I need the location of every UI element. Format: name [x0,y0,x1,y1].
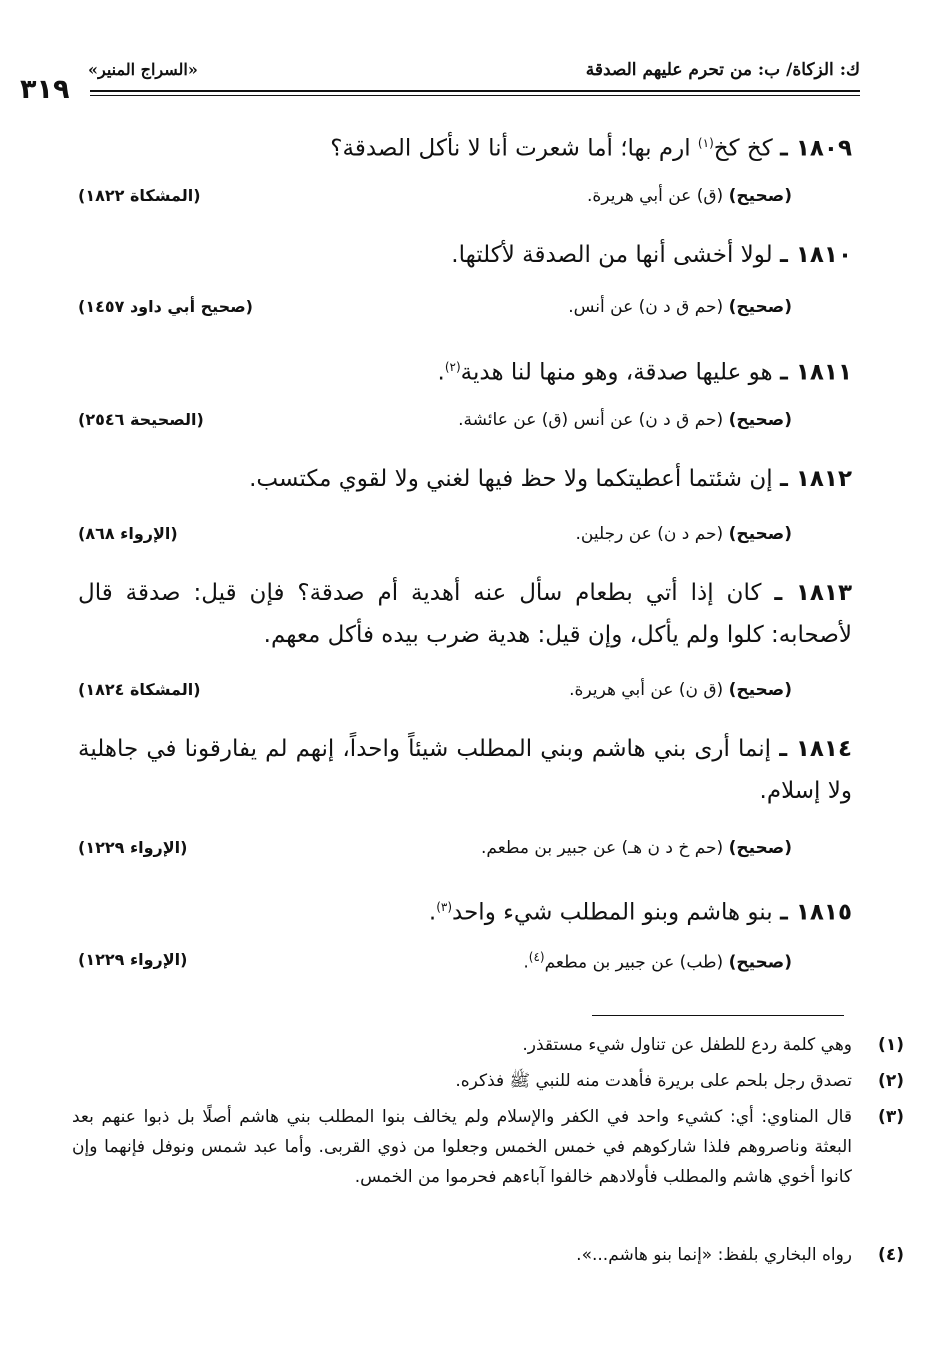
hadith-source-row [78,950,792,980]
hadith-1815 [78,886,852,934]
hadith-text-cont: . [437,359,445,386]
footnote-mark: (٣) [878,1107,904,1127]
source-text: (حم د ن) عن رجلين. [575,524,724,544]
footnote-mark: (٢) [878,1071,904,1091]
hadith-1809 [78,122,852,170]
hadith-text: بنو هاشم وبنو المطلب شيء واحد [452,899,773,926]
hadith-text: إن شئتما أعطيتكما ولا حظ فيها لغني ولا لقوي مكتسب. [249,466,773,492]
reference: (المشكاة ١٨٢٤) [78,680,201,699]
hadith-text-cont: . [428,899,437,926]
footnote-separator [592,1015,844,1016]
running-title: «السراج المنير» [88,60,198,79]
hadith-source-row [78,524,792,554]
header-rule [90,90,860,92]
reference: (الإرواء ١٢٢٩) [78,838,188,857]
hadith-1812 [78,458,852,500]
hadith-number: ١٨١٤ ـ [779,736,853,762]
hadith-1813 [78,572,852,656]
hadith-source-row [78,410,792,440]
page-header [20,52,860,105]
hadith-source-row [78,680,792,710]
source-text: (حم خ د ن هـ) عن جبير بن مطعم. [481,838,724,858]
hadith-text: لولا أخشى أنها من الصدقة لأكلتها. [451,242,773,268]
source-text: (حم ق د ن) عن أنس. [568,297,724,317]
hadith-text: كخ كخ [713,135,773,162]
grade-label: (صحيح) [728,410,792,430]
footnote-mark: (٤) [878,1245,904,1265]
source-text-end: . [523,952,529,973]
hadith-text: هو عليها صدقة، وهو منها لنا هدية [460,359,773,386]
source-text: (ق ن) عن أبي هريرة. [569,680,724,700]
page-number: ٣١٩ [20,74,70,105]
footnote-ref: (٢) [444,360,461,374]
hadith-number: ١٨٠٩ ـ [779,135,852,162]
grade-label: (صحيح) [728,838,792,858]
footnote-text: رواه البخاري بلفظ: «إنما بنو هاشم...». [576,1245,852,1265]
footnote-1 [72,1030,904,1060]
footnote-2 [72,1066,904,1096]
hadith-source-row [78,297,792,327]
source-text: (ق) عن أبي هريرة. [587,186,724,206]
reference: (صحيح أبي داود ١٤٥٧) [78,297,253,316]
footnote-3 [72,1102,904,1192]
grade-label: (صحيح) [728,186,792,206]
footnote-text: تصدق رجل بلحم على بريرة فأهدت منه للنبي ﷺ فذكره. [455,1071,852,1091]
hadith-source-row [78,186,792,216]
footnote-ref: (١) [697,136,714,150]
hadith-number: ١٨١١ ـ [779,359,852,386]
hadith-text: إنما أرى بني هاشم وبني المطلب شيئاً واحداً، إنهم لم يفارقونا في جاهلية ولا إسلام. [78,736,852,804]
hadith-number: ١٨١٢ ـ [779,466,852,492]
hadith-number: ١٨١٥ ـ [779,899,852,926]
grade-label: (صحيح) [728,297,792,317]
reference: (الإرواء ١٢٢٩) [78,950,188,969]
footnote-ref: (٤) [528,950,545,964]
header-rule-thin [90,95,860,96]
hadith-1811 [78,346,852,394]
source-text: (طب) عن جبير بن مطعم [544,952,724,973]
reference: (المشكاة ١٨٢٢) [78,186,201,205]
footnote-ref: (٣) [436,900,453,914]
hadith-1810 [78,234,852,276]
footnote-4 [72,1240,904,1270]
source-text: (حم ق د ن) عن أنس (ق) عن عائشة. [458,410,724,430]
grade-label: (صحيح) [728,524,792,544]
reference: (الصحيحة ٢٥٤٦) [78,410,204,429]
hadith-text-cont: ارم بها؛ أما شعرت أنا لا نأكل الصدقة؟ [330,135,698,162]
footnote-mark: (١) [878,1035,904,1055]
hadith-source-row [78,838,792,868]
hadith-text: كان إذا أتي بطعام سأل عنه أهدية أم صدقة؟ فإن قيل: صدقة قال لأصحابه: كلوا ولم يأكل، وإن قيل: هدية ضرب بيده فأكل معهم. [78,580,852,648]
reference: (الإرواء ٨٦٨) [78,524,178,543]
footnote-text: قال المناوي: أي: كشيء واحد في الكفر والإسلام ولم يخالف بنوا المطلب بني هاشم أصلًا بل ذبوا عنهم بعد البعثة وناصروهم فلذا شاركوهم في خمس الخمس وجعلوا من ذوي القربى. وأما عبد شمس ونوفل فإنهما وإن كانوا أخوي هاشم والمطلب فأولادهم خالفوا آباءهم فحرموا من الخمس. [72,1107,852,1187]
hadith-1814 [78,728,852,812]
hadith-number: ١٨١٠ ـ [779,242,852,268]
footnote-text: وهي كلمة ردع للطفل عن تناول شيء مستقذر. [522,1035,852,1055]
grade-label: (صحيح) [728,952,792,973]
grade-label: (صحيح) [728,680,792,700]
chapter-title: ك: الزكاة/ ب: من تحرم عليهم الصدقة [585,60,860,80]
hadith-number: ١٨١٣ ـ [774,580,852,606]
